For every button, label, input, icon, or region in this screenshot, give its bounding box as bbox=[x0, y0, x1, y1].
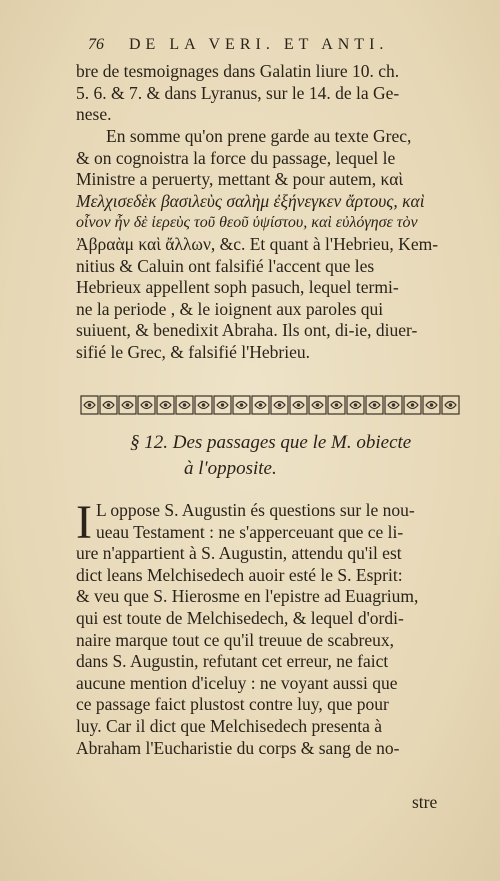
ornamental-band bbox=[80, 394, 460, 416]
text-line: aucune mention d'iceluy : ne voyant aussi que bbox=[76, 672, 398, 693]
greek-line: Μελχισεδὲκ βασιλεὺς σαλὴμ ἐξήνεγκεν ἄρτους, καὶ bbox=[76, 190, 425, 211]
section-title-line1: Des passages que le M. obiecte bbox=[172, 432, 412, 453]
text-line: Hebrieux appellent soph pasuch, lequel termi- bbox=[76, 277, 399, 298]
text-line: En somme qu'on prene garde au texte Grec, bbox=[106, 126, 412, 146]
text-line: nitius & Caluin ont falsifié l'accent que les bbox=[76, 255, 375, 276]
text-line: dict leans Melchisedech auoir esté le S. Esprit: bbox=[76, 564, 403, 585]
body-paragraph bbox=[76, 496, 460, 759]
running-title: DE LA VERI. ET ANTI. bbox=[129, 36, 389, 53]
text-line: ure n'appartient à S. Augustin, attendu qu'il est bbox=[76, 543, 402, 564]
running-head bbox=[88, 36, 458, 54]
section-heading bbox=[130, 430, 460, 482]
greek-text-paragraph bbox=[76, 126, 460, 364]
text-line: & veu que S. Hierosme en l'epistre ad Euagrium, bbox=[76, 586, 419, 607]
text-line: naire marque tout ce qu'il treuue de scabreux, bbox=[76, 629, 395, 650]
top-paragraph bbox=[76, 61, 460, 126]
greek-line: οἶνον ἦν δὲ ἱερεὺς τοῦ θεοῦ ὑψίστου, καὶ εὐλόγησε τὸν bbox=[76, 214, 418, 232]
text-line: Abraham l'Eucharistie du corps & sang de no- bbox=[76, 737, 400, 758]
text-line: ueau Testament : ne s'apperceuant que ce li- bbox=[95, 521, 404, 542]
text-line: bre de tesmoignages dans Galatin liure 10. ch. bbox=[76, 61, 400, 81]
text-line: luy. Car il dict que Melchisedech presenta à bbox=[76, 715, 382, 736]
text-line: suiuent, & benedixit Abraha. Ils ont, di-ie, diuer- bbox=[76, 320, 418, 341]
text-line: ne la periode , & le ioignent aux paroles qui bbox=[76, 298, 384, 319]
text-line: Ministre a peruerty, mettant & pour autem, καὶ bbox=[76, 169, 404, 190]
text-line: dans S. Augustin, refutant cet erreur, ne faict bbox=[76, 651, 389, 672]
text-line: 5. 6. & 7. & dans Lyranus, sur le 14. de la Ge- bbox=[76, 82, 400, 103]
drop-capital: I bbox=[76, 496, 92, 549]
text-line: & on cognoistra la force du passage, lequel le bbox=[76, 147, 396, 168]
text-line: qui est toute de Melchisedech, & lequel d'ordi- bbox=[76, 607, 404, 628]
text-line: ce passage faict plustost contre luy, que pour bbox=[76, 694, 389, 715]
page-number: 76 bbox=[88, 36, 104, 53]
text-line: L oppose S. Augustin és questions sur le nou- bbox=[95, 500, 415, 520]
text-line: nese. bbox=[76, 104, 112, 125]
text-line: sifié le Grec, & falsifié l'Hebrieu. bbox=[76, 341, 310, 362]
catchword: stre bbox=[412, 792, 438, 812]
section-title-line2: à l'opposite. bbox=[184, 458, 277, 479]
section-number: § 12. bbox=[130, 432, 168, 453]
text-line: Ἀβραὰμ καὶ ἄλλων, &c. Et quant à l'Hebrieu, Kem- bbox=[76, 233, 439, 254]
